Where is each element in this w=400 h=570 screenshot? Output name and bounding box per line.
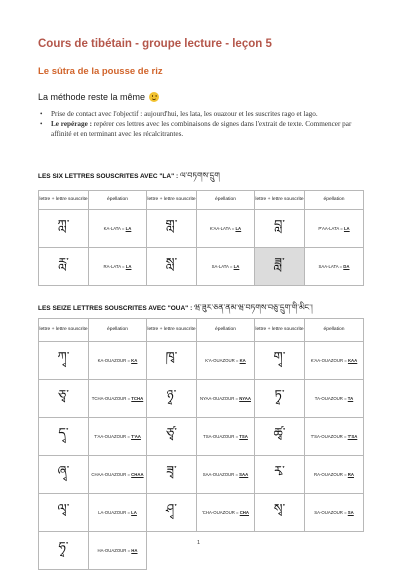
- spelling-cell: [305, 456, 364, 494]
- spelling-result: KAA: [347, 358, 358, 363]
- section-heading-text: La méthode reste la même: [38, 92, 146, 102]
- column-header: épellation: [305, 191, 364, 210]
- spelling-result: SAA: [239, 472, 249, 477]
- column-header: lettre + lettre souscrite: [39, 191, 89, 210]
- course-title: Cours de tibétain - groupe lecture - leçon 5: [38, 38, 272, 50]
- spelling-cell: [305, 418, 364, 456]
- column-header: lettre + lettre souscrite: [39, 319, 89, 342]
- spelling-prefix: K'AA-LATA =: [209, 226, 236, 231]
- bullet-text: Prise de contact avec l'objectif : aujourd'hui, les lata, les ouazour et les suscrites rago et lago.: [51, 110, 318, 118]
- section-heading: [38, 92, 159, 102]
- table-la-title-text: LES SIX LETTRES SOUSCRITES AVEC "LA" :: [38, 173, 179, 180]
- table-la-title-tibetan: ལ་བཏགས་དྲུག: [179, 171, 220, 180]
- spelling-prefix: NYAA-OUAZOUR =: [200, 396, 240, 401]
- tibetan-letter-cell: ཉྭ་: [147, 380, 197, 418]
- tibetan-letter-cell: ཙྭ་: [147, 418, 197, 456]
- tibetan-letter-cell: དྭ་: [39, 418, 89, 456]
- tibetan-letter-cell: ཁྭ་: [147, 342, 197, 380]
- spelling-cell: [89, 210, 147, 248]
- bullet-label: Le repérage :: [51, 120, 92, 129]
- tibetan-letter-cell: རླ་: [39, 248, 89, 286]
- spelling-cell: [197, 456, 255, 494]
- spelling-result: T'AA: [131, 434, 141, 439]
- list-item: [38, 110, 363, 119]
- spelling-cell: [89, 418, 147, 456]
- instructions-list: [38, 110, 363, 140]
- tibetan-letter-cell: ལྭ་: [39, 494, 89, 532]
- spelling-cell: [89, 380, 147, 418]
- spelling-cell: [197, 210, 255, 248]
- spelling-cell: [89, 248, 147, 286]
- spelling-prefix: CHAA-OUAZOUR =: [91, 472, 132, 477]
- spelling-result: NYAA: [239, 396, 251, 401]
- spelling-result: LA: [125, 264, 132, 269]
- spelling-result: LA: [131, 510, 137, 515]
- spelling-prefix: TSA-OUAZOUR =: [203, 434, 240, 439]
- column-header: lettre + lettre souscrite: [255, 319, 305, 342]
- spelling-cell: [89, 494, 147, 532]
- spelling-cell: [89, 342, 147, 380]
- spelling-result: TSA: [239, 434, 248, 439]
- column-header: épellation: [89, 319, 147, 342]
- tibetan-letter-cell: ཟྭ་: [147, 456, 197, 494]
- tibetan-letter-cell: ཀླ་: [39, 210, 89, 248]
- spelling-cell: [197, 248, 255, 286]
- spelling-result: TA: [347, 396, 354, 401]
- table-la-title: [38, 166, 220, 189]
- table-row: [39, 418, 364, 456]
- table-oua: [38, 318, 364, 570]
- spelling-prefix: RA-LATA =: [103, 264, 126, 269]
- spelling-cell: [197, 380, 255, 418]
- spelling-prefix: KA-OUAZOUR =: [97, 358, 132, 363]
- tibetan-letter-cell: ཞྭ་: [39, 456, 89, 494]
- table-row: [39, 342, 364, 380]
- lesson-subtitle: Le sûtra de la pousse de riz: [38, 66, 163, 77]
- spelling-result: CHA: [239, 510, 250, 515]
- spelling-result: KA: [239, 358, 246, 363]
- spelling-result: LA: [235, 226, 242, 231]
- spelling-result: T'SA: [347, 434, 358, 439]
- spelling-prefix: SAA-OUAZOUR =: [202, 472, 240, 477]
- tibetan-letter-cell: སླ་: [147, 248, 197, 286]
- spelling-result: HA: [131, 548, 138, 553]
- column-header: épellation: [89, 191, 147, 210]
- spelling-prefix: RA-OUAZOUR =: [313, 472, 348, 477]
- table-row: [39, 456, 364, 494]
- spelling-result: RA: [347, 472, 354, 477]
- spelling-cell: [197, 342, 255, 380]
- spelling-cell: [197, 494, 255, 532]
- spelling-prefix: K'AA-OUAZOUR =: [310, 358, 348, 363]
- tibetan-letter-cell: རྭ་: [255, 456, 305, 494]
- table-row: [39, 494, 364, 532]
- column-header: lettre + lettre souscrite: [147, 191, 197, 210]
- tibetan-letter-cell: བླ་: [255, 210, 305, 248]
- table-row: [39, 532, 364, 570]
- spelling-result: DA: [343, 264, 350, 269]
- table-row: [39, 248, 364, 286]
- tibetan-letter-cell: ཧྭ་: [39, 532, 89, 570]
- bullet-text: repérer ces lettres avec les combinaisons de signes dans l'extrait de texte. Commencer par affinité et en terminant avec les récalcitrantes.: [51, 120, 352, 138]
- spelling-prefix: SAA-LATA =: [318, 264, 344, 269]
- tibetan-letter-cell: ཚྭ་: [255, 418, 305, 456]
- tibetan-letter-cell: ཏྭ་: [255, 380, 305, 418]
- spelling-result: LA: [343, 226, 350, 231]
- spelling-cell: [89, 456, 147, 494]
- spelling-cell: [197, 418, 255, 456]
- table-oua-title-tibetan: ཝ་ཟུར་ཅན་ནམ་ཝ་བཏགས་བཅུ་དྲུག་གི་མིང་།: [194, 303, 313, 312]
- spelling-prefix: 'CHA-OUAZOUR =: [201, 510, 240, 515]
- spelling-cell: [305, 494, 364, 532]
- spelling-result: CHAA: [131, 472, 144, 477]
- tibetan-letter-cell: ཟླ་: [255, 248, 305, 286]
- spelling-prefix: T'SA-OUAZOUR =: [310, 434, 348, 439]
- spelling-prefix: K'A-OUAZOUR =: [205, 358, 240, 363]
- spelling-result: SA: [347, 510, 354, 515]
- spelling-cell: [305, 380, 364, 418]
- spelling-prefix: SA-OUAZOUR =: [314, 510, 348, 515]
- tibetan-letter-cell: ཀྭ་: [39, 342, 89, 380]
- spelling-result: LA: [233, 264, 240, 269]
- spelling-prefix: TA-OUAZOUR =: [314, 396, 348, 401]
- spelling-prefix: LA-OUAZOUR =: [98, 510, 132, 515]
- page-number: 1: [197, 540, 201, 546]
- tibetan-letter-cell: ཅྭ་: [39, 380, 89, 418]
- spelling-cell: [305, 342, 364, 380]
- table-oua-title-text: LES SEIZE LETTRES SOUSCRITES AVEC "OUA" :: [38, 305, 193, 312]
- smiley-icon: [149, 92, 159, 102]
- spelling-prefix: T'AA-OUAZOUR =: [94, 434, 132, 439]
- spelling-prefix: HA-OUAZOUR =: [97, 548, 132, 553]
- tibetan-letter-cell: གླ་: [147, 210, 197, 248]
- tibetan-letter-cell: ཤྭ་: [147, 494, 197, 532]
- column-header: épellation: [305, 319, 364, 342]
- list-item: [38, 120, 363, 139]
- spelling-prefix: TCHA-OUAZOUR =: [91, 396, 132, 401]
- column-header: lettre + lettre souscrite: [147, 319, 197, 342]
- table-la: [38, 190, 364, 286]
- spelling-result: TCHA: [131, 396, 144, 401]
- tibetan-letter-cell: སྭ་: [255, 494, 305, 532]
- column-header: lettre + lettre souscrite: [255, 191, 305, 210]
- spelling-prefix: P'AA-LATA =: [318, 226, 344, 231]
- column-header: épellation: [197, 191, 255, 210]
- column-header: épellation: [197, 319, 255, 342]
- spelling-prefix: KA-LATA =: [103, 226, 126, 231]
- table-row: [39, 380, 364, 418]
- table-row: [39, 210, 364, 248]
- spelling-result: KA: [131, 358, 138, 363]
- tibetan-letter-cell: གྭ་: [255, 342, 305, 380]
- spelling-cell: [89, 532, 147, 570]
- spelling-cell: [305, 248, 364, 286]
- spelling-result: LA: [125, 226, 132, 231]
- spelling-cell: [305, 210, 364, 248]
- spelling-prefix: SA-LATA =: [211, 264, 234, 269]
